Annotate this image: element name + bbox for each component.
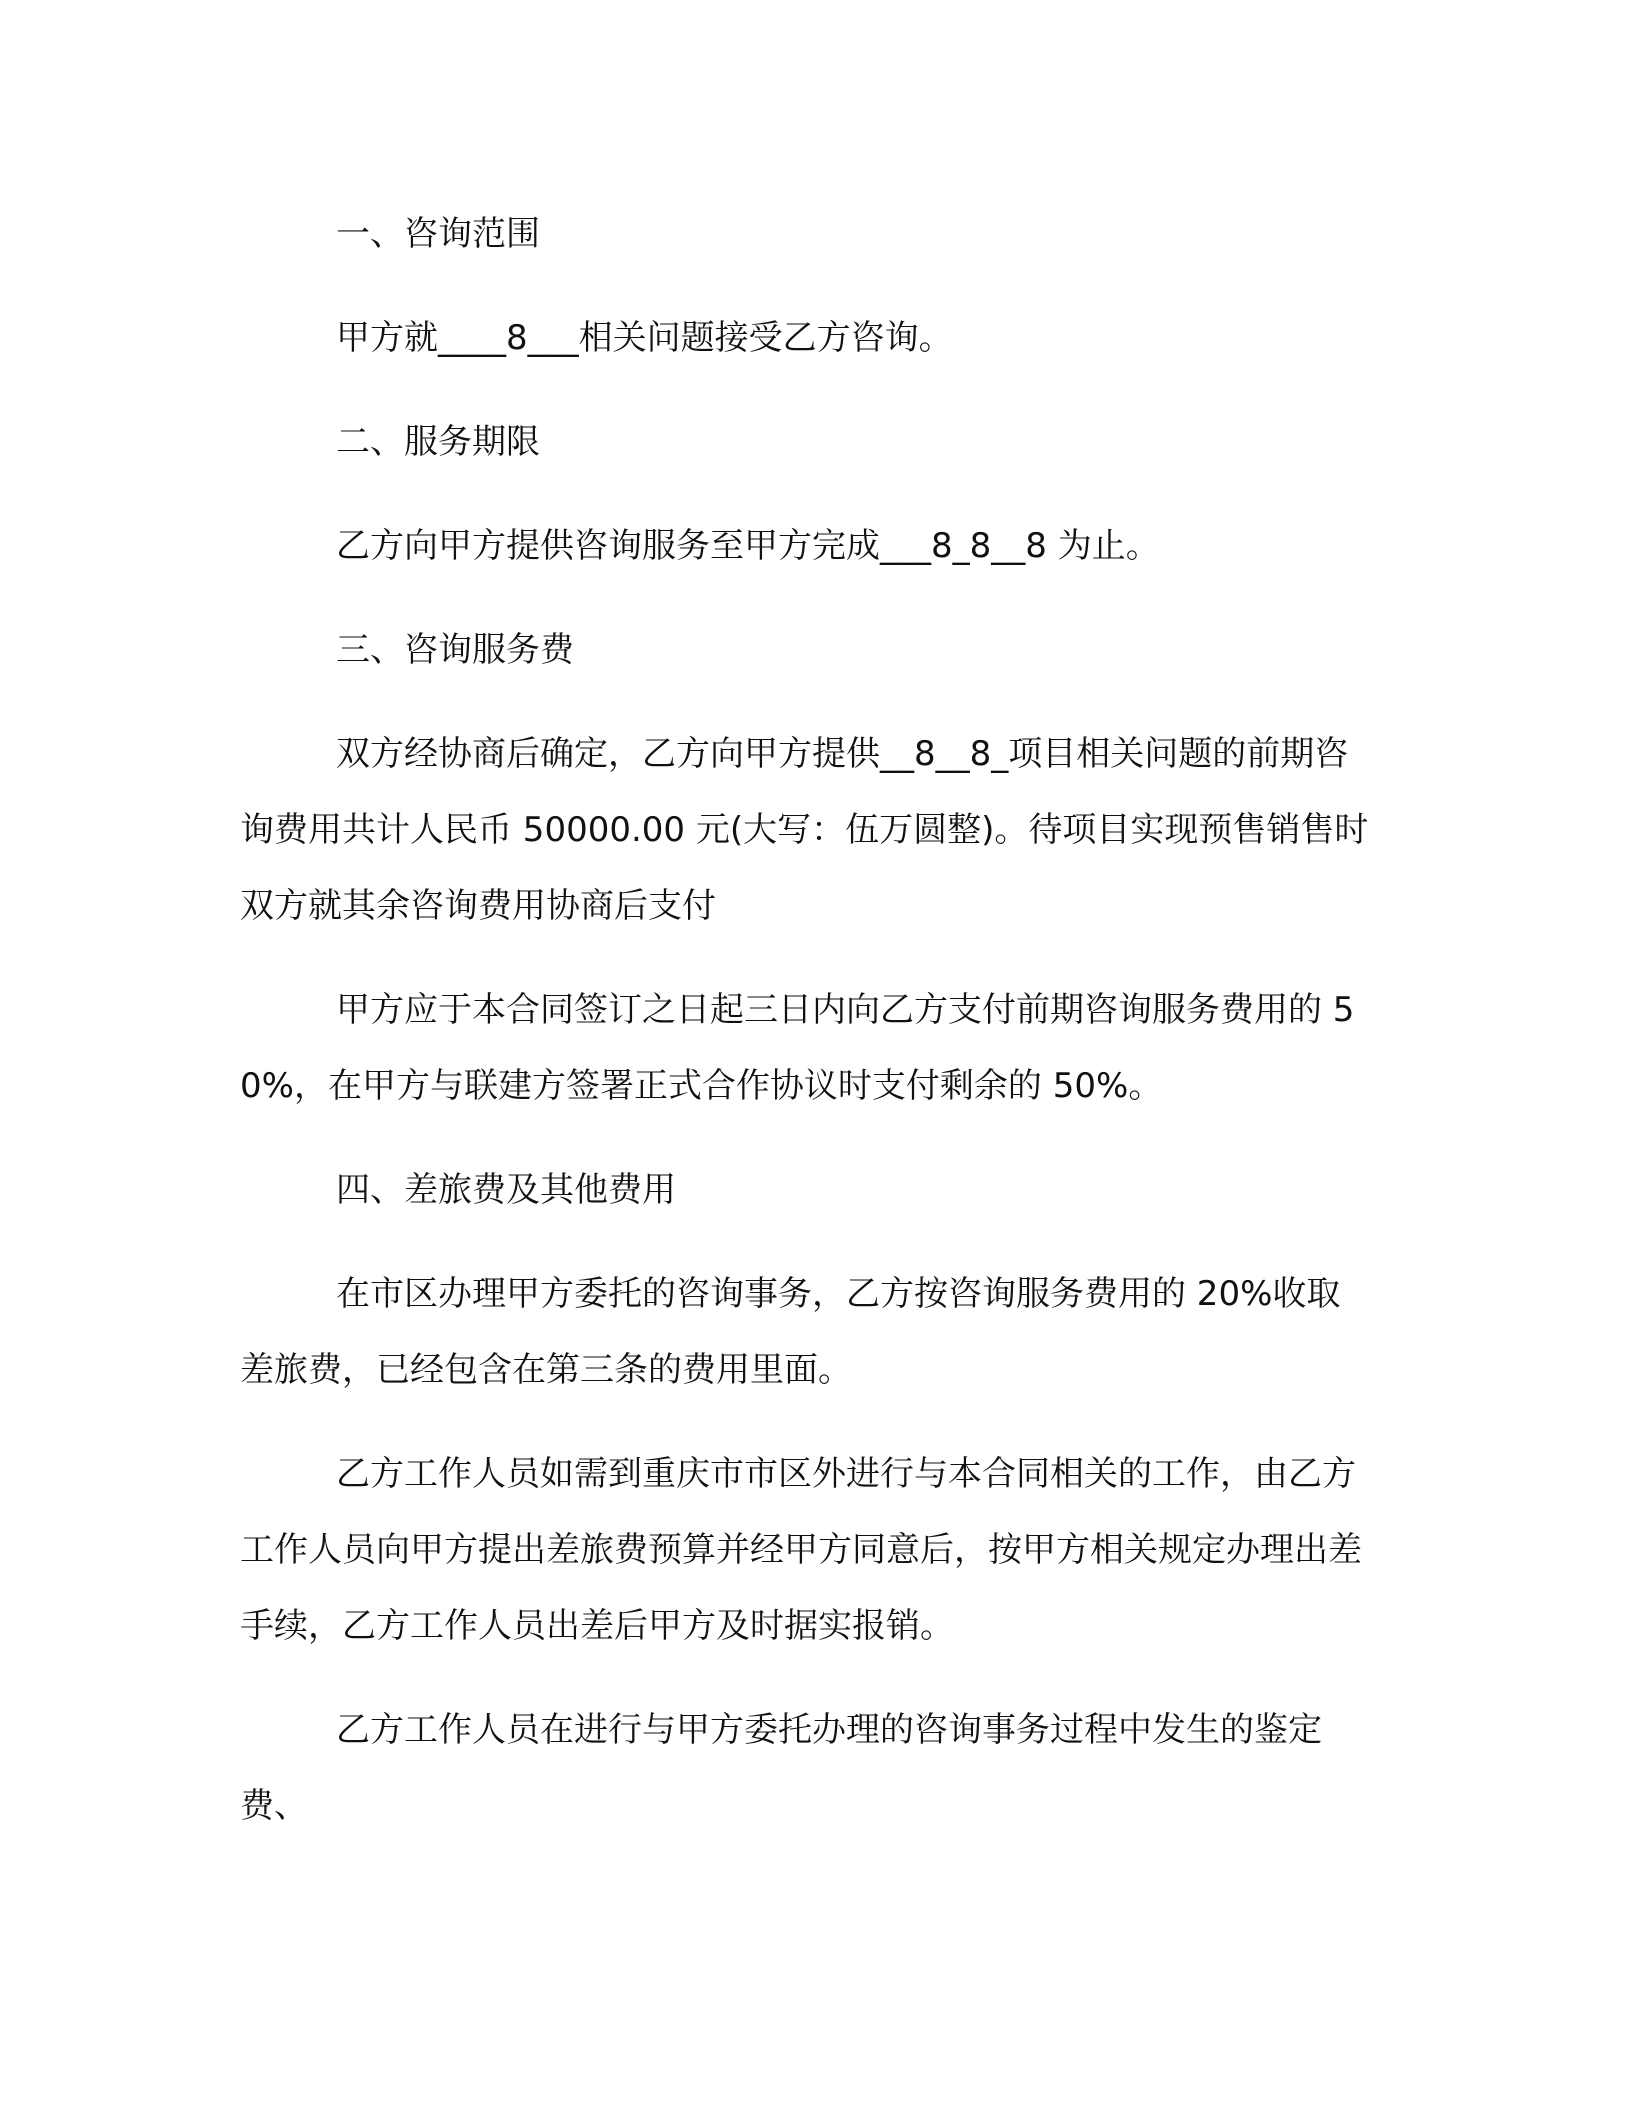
paragraph-travel-city: 在市区办理甲方委托的咨询事务，乙方按咨询服务费用的 20%收取差旅费，已经包含在第三条的费用里面。 [240, 1274, 1341, 1390]
paragraph-travel-outside: 乙方工作人员如需到重庆市市区外进行与本合同相关的工作，由乙方工作人员向甲方提出差旅费预算并经甲方同意后，按甲方相关规定办理出差手续，乙方工作人员出差后甲方及时据实报销。 [240, 1454, 1362, 1646]
section-heading-fee: 三、咨询服务费 [336, 630, 574, 670]
section-heading-travel: 四、差旅费及其他费用 [336, 1170, 676, 1210]
paragraph-scope: 甲方就____8___相关问题接受乙方咨询。 [336, 318, 953, 358]
document-body [240, 196, 1372, 1844]
paragraph-fee-payment: 甲方应于本合同签订之日起三日内向乙方支付前期咨询服务费用的 50%，在甲方与联建方签署正式合作协议时支付剩余的 50%。 [240, 990, 1355, 1106]
section-heading-scope: 一、咨询范围 [336, 214, 540, 254]
paragraph-other-fees: 乙方工作人员在进行与甲方委托办理的咨询事务过程中发生的鉴定费、 [240, 1710, 1322, 1826]
section-heading-term: 二、服务期限 [336, 422, 540, 462]
paragraph-fee-amount: 双方经协商后确定，乙方向甲方提供__8__8_项目相关问题的前期咨询费用共计人民币 50000.00 元(大写：伍万圆整)。待项目实现预售销售时双方就其余咨询费用协商后支付 [240, 734, 1369, 926]
paragraph-term: 乙方向甲方提供咨询服务至甲方完成___8_8__8 为止。 [336, 526, 1160, 566]
